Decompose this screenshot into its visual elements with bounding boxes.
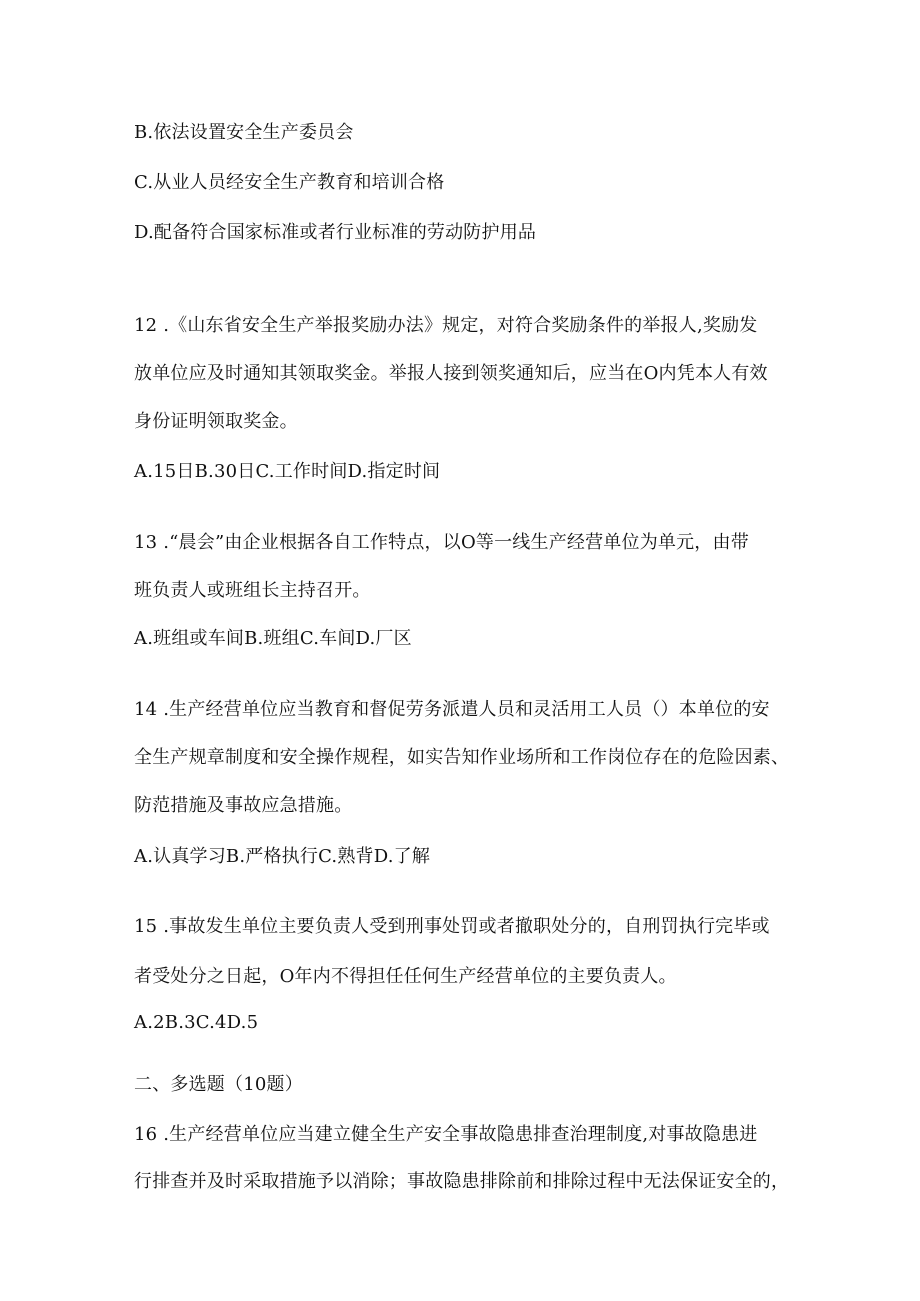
question-16-line-2: 行排查并及时采取措施予以消除；事故隐患排除前和排除过程中无法保证安全的，	[134, 1171, 790, 1192]
question-15-line-2: 者受处分之日起，O年内不得担任任何生产经营单位的主要负责人。	[134, 966, 677, 987]
question-15-options: A.2B.3C.4D.5	[134, 1012, 259, 1033]
question-12-options: A.15日B.30日C.工作时间D.指定时间	[134, 461, 441, 482]
option-11d: D.配备符合国家标准或者行业标准的劳动防护用品	[134, 222, 537, 243]
question-15-line-1: 15 .事故发生单位主要负责人受到刑事处罚或者撤职处分的，自刑罚执行完毕或	[134, 916, 770, 937]
question-14-options: A.认真学习B.严格执行C.熟背D.了解	[134, 846, 431, 867]
question-14-line-3: 防范措施及事故应急措施。	[134, 795, 353, 816]
option-11c: C.从业人员经安全生产教育和培训合格	[134, 172, 445, 193]
question-13-line-2: 班负责人或班组长主持召开。	[134, 580, 371, 601]
option-11b: B.依法设置安全生产委员会	[134, 122, 354, 143]
question-16-line-1: 16 .生产经营单位应当建立健全生产安全事故隐患排查治理制度,对事故隐患进	[134, 1124, 758, 1145]
question-12-line-2: 放单位应及时通知其领取奖金。举报人接到领奖通知后，应当在O内凭本人有效	[134, 363, 768, 384]
question-14-line-1: 14 .生产经营单位应当教育和督促劳务派遣人员和灵活用工人员（）本单位的安	[134, 699, 770, 720]
question-14-line-2: 全生产规章制度和安全操作规程，如实告知作业场所和工作岗位存在的危险因素、	[134, 747, 790, 768]
question-12-line-3: 身份证明领取奖金。	[134, 411, 298, 432]
section-heading: 二、多选题（10题）	[134, 1074, 303, 1095]
question-13-line-1: 13 .“晨会”由企业根据各自工作特点，以O等一线生产经营单位为单元，由带	[134, 532, 749, 553]
question-13-options: A.班组或车间B.班组C.车间D.厂区	[134, 628, 412, 649]
question-12-line-1: 12 .《山东省安全生产举报奖励办法》规定，对符合奖励条件的举报人,奖励发	[134, 315, 758, 336]
